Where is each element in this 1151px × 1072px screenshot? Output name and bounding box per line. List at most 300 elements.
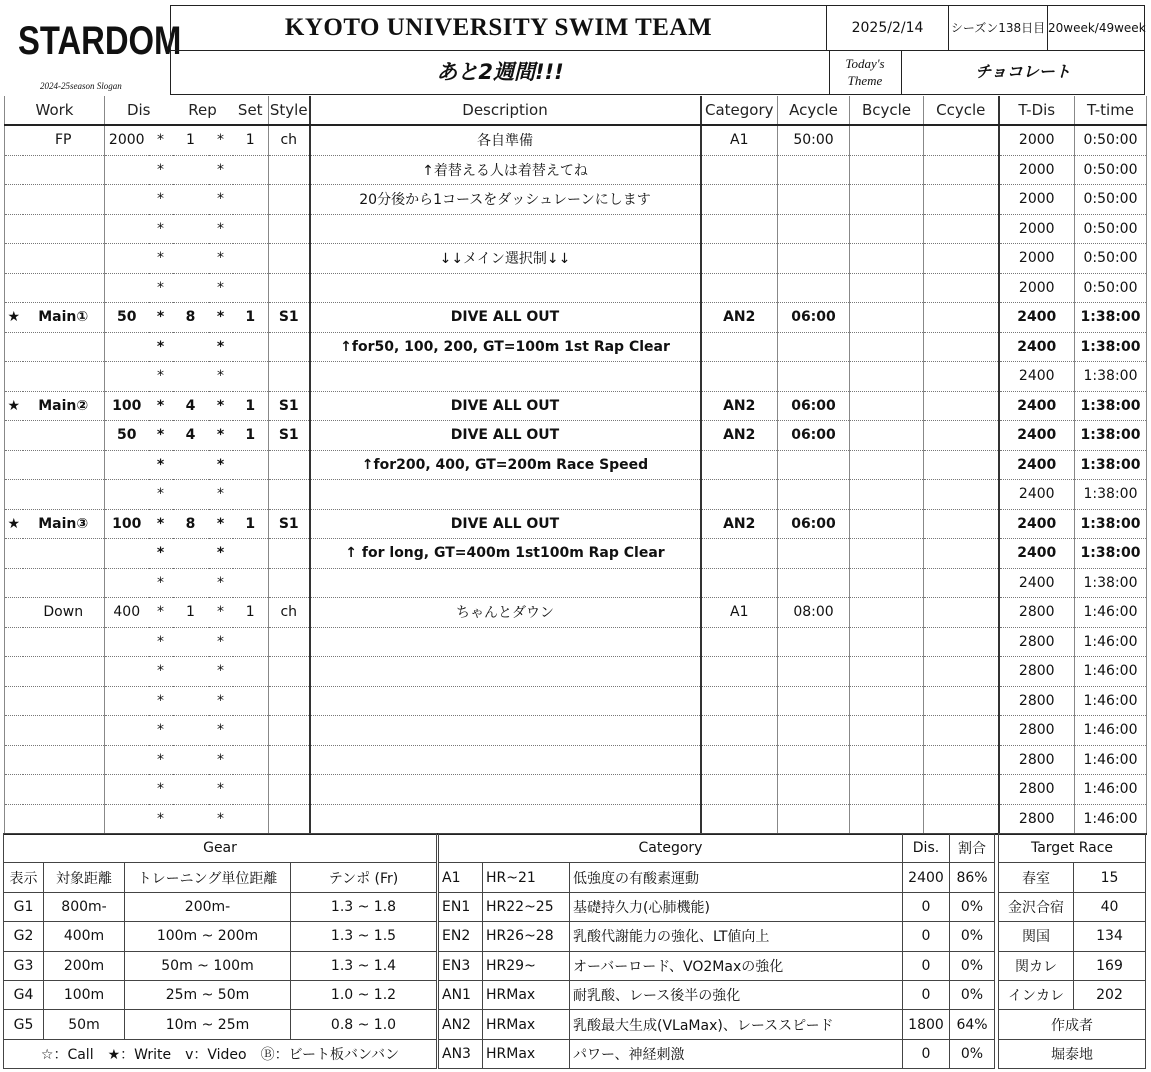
style-cell bbox=[269, 480, 310, 510]
set-cell bbox=[233, 804, 269, 834]
star-cell bbox=[5, 332, 23, 362]
work-cell bbox=[23, 539, 105, 569]
col-category: Category bbox=[701, 96, 778, 125]
star-cell: ★ bbox=[5, 303, 23, 333]
bcycle-cell bbox=[850, 539, 924, 569]
week-box bbox=[1048, 5, 1145, 51]
style-cell: S1 bbox=[269, 391, 310, 421]
tdis-cell: 2800 bbox=[999, 775, 1075, 805]
star-cell bbox=[5, 539, 23, 569]
category-description: 乳酸代謝能力の強化、LT値向上 bbox=[570, 922, 903, 951]
times-sign: * bbox=[209, 745, 233, 775]
dis-cell bbox=[105, 568, 149, 598]
dis-cell bbox=[105, 686, 149, 716]
times-sign: * bbox=[149, 480, 173, 510]
gear-unit-distance: 200m- bbox=[125, 892, 291, 921]
rep-cell bbox=[173, 332, 209, 362]
style-cell bbox=[269, 332, 310, 362]
tdis-cell: 2400 bbox=[999, 303, 1075, 333]
acycle-cell: 06:00 bbox=[778, 421, 850, 451]
description-cell: ↑for50, 100, 200, GT=100m 1st Rap Clear bbox=[310, 332, 701, 362]
tdis-cell: 2800 bbox=[999, 657, 1075, 687]
description-cell: 20分後から1コースをダッシュレーンにします bbox=[310, 185, 701, 215]
training-menu-table bbox=[4, 96, 1147, 835]
dis-cell bbox=[105, 332, 149, 362]
slogan-text: あと2週間!!! bbox=[436, 60, 564, 84]
ttime-cell: 1:38:00 bbox=[1075, 509, 1147, 539]
category-dis: 1800 bbox=[903, 1010, 950, 1039]
category-cell: A1 bbox=[701, 125, 778, 155]
col-style: Style bbox=[269, 96, 310, 125]
category-row bbox=[439, 863, 995, 892]
gear-table bbox=[3, 833, 437, 1069]
category-hr: HRMax bbox=[483, 980, 570, 1009]
tdis-cell: 2400 bbox=[999, 332, 1075, 362]
category-cell bbox=[701, 214, 778, 244]
author-label: 作成者 bbox=[999, 1010, 1146, 1039]
menu-row bbox=[5, 391, 1147, 421]
rep-cell bbox=[173, 214, 209, 244]
category-ratio: 86% bbox=[950, 863, 995, 892]
set-cell: 1 bbox=[233, 125, 269, 155]
set-cell bbox=[233, 775, 269, 805]
category-dis: 0 bbox=[903, 951, 950, 980]
times-sign: * bbox=[209, 480, 233, 510]
acycle-cell: 06:00 bbox=[778, 391, 850, 421]
times-sign: * bbox=[209, 804, 233, 834]
set-cell: 1 bbox=[233, 421, 269, 451]
col-dis: Dis bbox=[105, 96, 173, 125]
tdis-cell: 2800 bbox=[999, 686, 1075, 716]
ttime-cell: 1:38:00 bbox=[1075, 568, 1147, 598]
category-hr: HRMax bbox=[483, 1010, 570, 1039]
description-cell: ↑ for long, GT=400m 1st100m Rap Clear bbox=[310, 539, 701, 569]
times-sign: * bbox=[209, 627, 233, 657]
acycle-cell bbox=[778, 332, 850, 362]
star-cell bbox=[5, 273, 23, 303]
work-cell: FP bbox=[23, 125, 105, 155]
tdis-cell: 2000 bbox=[999, 273, 1075, 303]
description-cell bbox=[310, 775, 701, 805]
tdis-cell: 2800 bbox=[999, 627, 1075, 657]
tdis-cell: 2400 bbox=[999, 509, 1075, 539]
times-sign: * bbox=[149, 775, 173, 805]
set-cell bbox=[233, 450, 269, 480]
menu-row bbox=[5, 539, 1147, 569]
gear-target-distance: 50m bbox=[44, 1010, 125, 1039]
work-cell bbox=[23, 657, 105, 687]
col-description: Description bbox=[310, 96, 701, 125]
set-cell bbox=[233, 332, 269, 362]
times-sign: * bbox=[209, 273, 233, 303]
times-sign: * bbox=[209, 155, 233, 185]
ccycle-cell bbox=[924, 450, 999, 480]
times-sign: * bbox=[149, 627, 173, 657]
star-cell: ★ bbox=[5, 391, 23, 421]
ccycle-cell bbox=[924, 185, 999, 215]
col-ttime: T-time bbox=[1075, 96, 1147, 125]
category-code: EN2 bbox=[439, 922, 483, 951]
acycle-cell bbox=[778, 657, 850, 687]
menu-row bbox=[5, 716, 1147, 746]
ccycle-cell bbox=[924, 125, 999, 155]
category-hr: HR~21 bbox=[483, 863, 570, 892]
description-cell: DIVE ALL OUT bbox=[310, 509, 701, 539]
description-cell: DIVE ALL OUT bbox=[310, 303, 701, 333]
star-cell bbox=[5, 480, 23, 510]
date-box bbox=[826, 5, 949, 51]
race-name: 関カレ bbox=[999, 951, 1074, 980]
times-sign: * bbox=[209, 125, 233, 155]
ccycle-cell bbox=[924, 539, 999, 569]
ccycle-cell bbox=[924, 480, 999, 510]
slogan-label: 2024-25season Slogan bbox=[40, 81, 122, 91]
tdis-cell: 2400 bbox=[999, 421, 1075, 451]
category-cell: AN2 bbox=[701, 303, 778, 333]
dis-cell bbox=[105, 804, 149, 834]
style-cell: S1 bbox=[269, 509, 310, 539]
rep-cell bbox=[173, 775, 209, 805]
gear-unit-distance: 50m ~ 100m bbox=[125, 951, 291, 980]
menu-row bbox=[5, 303, 1147, 333]
star-cell bbox=[5, 244, 23, 274]
target-race-title: Target Race bbox=[999, 834, 1146, 863]
times-sign: * bbox=[209, 421, 233, 451]
category-cell bbox=[701, 539, 778, 569]
menu-row bbox=[5, 125, 1147, 155]
work-cell bbox=[23, 686, 105, 716]
acycle-cell bbox=[778, 539, 850, 569]
rep-cell bbox=[173, 657, 209, 687]
description-cell bbox=[310, 804, 701, 834]
set-cell bbox=[233, 568, 269, 598]
work-cell bbox=[23, 480, 105, 510]
ttime-cell: 0:50:00 bbox=[1075, 185, 1147, 215]
bcycle-cell bbox=[850, 775, 924, 805]
menu-row bbox=[5, 185, 1147, 215]
race-days-left: 169 bbox=[1074, 951, 1146, 980]
category-cell bbox=[701, 686, 778, 716]
target-race-table bbox=[998, 833, 1146, 1069]
category-dis: 0 bbox=[903, 1039, 950, 1068]
category-code: AN1 bbox=[439, 980, 483, 1009]
star-cell bbox=[5, 745, 23, 775]
times-sign: * bbox=[149, 362, 173, 392]
ccycle-cell bbox=[924, 686, 999, 716]
category-cell bbox=[701, 332, 778, 362]
style-cell bbox=[269, 568, 310, 598]
description-cell: ↑for200, 400, GT=200m Race Speed bbox=[310, 450, 701, 480]
work-cell bbox=[23, 745, 105, 775]
race-days-left: 15 bbox=[1074, 863, 1146, 892]
tdis-cell: 2400 bbox=[999, 362, 1075, 392]
dis-cell bbox=[105, 362, 149, 392]
dis-cell bbox=[105, 775, 149, 805]
season-day: シーズン138日目 bbox=[950, 21, 1046, 35]
tdis-cell: 2400 bbox=[999, 480, 1075, 510]
category-code: A1 bbox=[439, 863, 483, 892]
times-sign: * bbox=[209, 686, 233, 716]
acycle-cell bbox=[778, 716, 850, 746]
times-sign: * bbox=[149, 539, 173, 569]
date: 2025/2/14 bbox=[851, 20, 924, 36]
set-cell bbox=[233, 244, 269, 274]
star-cell bbox=[5, 775, 23, 805]
description-cell: ちゃんとダウン bbox=[310, 598, 701, 628]
gear-title: Gear bbox=[4, 834, 437, 863]
rep-cell bbox=[173, 568, 209, 598]
style-cell bbox=[269, 539, 310, 569]
bcycle-cell bbox=[850, 480, 924, 510]
dis-cell bbox=[105, 155, 149, 185]
category-row bbox=[439, 1039, 995, 1068]
times-sign: * bbox=[149, 421, 173, 451]
description-cell: 各自準備 bbox=[310, 125, 701, 155]
acycle-cell bbox=[778, 686, 850, 716]
race-row bbox=[999, 892, 1146, 921]
ttime-cell: 0:50:00 bbox=[1075, 214, 1147, 244]
rep-cell bbox=[173, 244, 209, 274]
set-cell bbox=[233, 627, 269, 657]
times-sign: * bbox=[209, 391, 233, 421]
set-cell: 1 bbox=[233, 391, 269, 421]
rep-cell bbox=[173, 539, 209, 569]
bcycle-cell bbox=[850, 125, 924, 155]
set-cell: 1 bbox=[233, 303, 269, 333]
menu-row bbox=[5, 244, 1147, 274]
ccycle-cell bbox=[924, 568, 999, 598]
rep-cell bbox=[173, 185, 209, 215]
tdis-cell: 2400 bbox=[999, 568, 1075, 598]
rep-cell bbox=[173, 716, 209, 746]
category-cell bbox=[701, 244, 778, 274]
ccycle-cell bbox=[924, 155, 999, 185]
star-cell bbox=[5, 627, 23, 657]
menu-row bbox=[5, 657, 1147, 687]
menu-row bbox=[5, 568, 1147, 598]
times-sign: * bbox=[209, 539, 233, 569]
menu-row bbox=[5, 332, 1147, 362]
todays-theme-label-box bbox=[829, 51, 901, 95]
tdis-cell: 2000 bbox=[999, 244, 1075, 274]
category-hr: HRMax bbox=[483, 1039, 570, 1068]
times-sign: * bbox=[149, 598, 173, 628]
rep-cell: 4 bbox=[173, 421, 209, 451]
category-cell bbox=[701, 804, 778, 834]
ccycle-cell bbox=[924, 303, 999, 333]
race-name: 関国 bbox=[999, 922, 1074, 951]
category-ratio: 64% bbox=[950, 1010, 995, 1039]
category-row bbox=[439, 1010, 995, 1039]
menu-row bbox=[5, 421, 1147, 451]
author-name: 堀泰地 bbox=[999, 1039, 1146, 1068]
ttime-cell: 1:38:00 bbox=[1075, 480, 1147, 510]
set-cell bbox=[233, 185, 269, 215]
rep-cell bbox=[173, 450, 209, 480]
tdis-cell: 2400 bbox=[999, 450, 1075, 480]
race-row bbox=[999, 863, 1146, 892]
col-rep: Rep bbox=[173, 96, 233, 125]
col-set: Set bbox=[233, 96, 269, 125]
times-sign: * bbox=[209, 244, 233, 274]
category-cell bbox=[701, 155, 778, 185]
acycle-cell bbox=[778, 155, 850, 185]
gear-target-distance: 800m- bbox=[44, 892, 125, 921]
dis-cell bbox=[105, 657, 149, 687]
acycle-cell bbox=[778, 185, 850, 215]
work-cell bbox=[23, 362, 105, 392]
gear-row bbox=[4, 922, 437, 951]
category-dis: 0 bbox=[903, 922, 950, 951]
category-ratio: 0% bbox=[950, 980, 995, 1009]
acycle-cell: 08:00 bbox=[778, 598, 850, 628]
set-cell bbox=[233, 155, 269, 185]
style-cell bbox=[269, 214, 310, 244]
gear-unit-distance: 10m ~ 25m bbox=[125, 1010, 291, 1039]
star-cell bbox=[5, 657, 23, 687]
work-cell bbox=[23, 244, 105, 274]
category-cell bbox=[701, 716, 778, 746]
category-ratio: 0% bbox=[950, 892, 995, 921]
ttime-cell: 1:46:00 bbox=[1075, 775, 1147, 805]
times-sign: * bbox=[209, 450, 233, 480]
star-cell bbox=[5, 185, 23, 215]
times-sign: * bbox=[209, 598, 233, 628]
ttime-cell: 1:46:00 bbox=[1075, 598, 1147, 628]
star-cell bbox=[5, 804, 23, 834]
work-cell: Main② bbox=[23, 391, 105, 421]
set-cell bbox=[233, 539, 269, 569]
times-sign: * bbox=[149, 745, 173, 775]
set-cell: 1 bbox=[233, 509, 269, 539]
race-name: 春室 bbox=[999, 863, 1074, 892]
ttime-cell: 0:50:00 bbox=[1075, 155, 1147, 185]
dis-cell: 50 bbox=[105, 421, 149, 451]
bcycle-cell bbox=[850, 214, 924, 244]
race-name: 金沢合宿 bbox=[999, 892, 1074, 921]
bcycle-cell bbox=[850, 804, 924, 834]
menu-header-row bbox=[5, 96, 1147, 125]
tdis-cell: 2000 bbox=[999, 185, 1075, 215]
ttime-cell: 1:46:00 bbox=[1075, 686, 1147, 716]
tdis-cell: 2000 bbox=[999, 125, 1075, 155]
ccycle-cell bbox=[924, 745, 999, 775]
dis-cell: 50 bbox=[105, 303, 149, 333]
acycle-cell bbox=[778, 568, 850, 598]
race-name: インカレ bbox=[999, 980, 1074, 1009]
times-sign: * bbox=[209, 657, 233, 687]
dis-cell bbox=[105, 716, 149, 746]
category-dis-label: Dis. bbox=[903, 834, 950, 863]
style-cell bbox=[269, 686, 310, 716]
ccycle-cell bbox=[924, 804, 999, 834]
gear-row bbox=[4, 951, 437, 980]
times-sign: * bbox=[149, 332, 173, 362]
category-description: 低強度の有酸素運動 bbox=[570, 863, 903, 892]
ccycle-cell bbox=[924, 775, 999, 805]
race-row bbox=[999, 980, 1146, 1009]
dis-cell bbox=[105, 539, 149, 569]
work-cell bbox=[23, 775, 105, 805]
times-sign: * bbox=[149, 686, 173, 716]
category-hr: HR26~28 bbox=[483, 922, 570, 951]
acycle-cell bbox=[778, 745, 850, 775]
ccycle-cell bbox=[924, 362, 999, 392]
dis-cell bbox=[105, 185, 149, 215]
star-cell bbox=[5, 362, 23, 392]
style-cell bbox=[269, 627, 310, 657]
star-cell bbox=[5, 155, 23, 185]
ccycle-cell bbox=[924, 244, 999, 274]
category-description: 基礎持久力(心肺機能) bbox=[570, 892, 903, 921]
tdis-cell: 2800 bbox=[999, 716, 1075, 746]
work-cell bbox=[23, 716, 105, 746]
style-cell: ch bbox=[269, 125, 310, 155]
gear-code: G2 bbox=[4, 922, 44, 951]
rep-cell bbox=[173, 745, 209, 775]
team-title-box bbox=[170, 5, 826, 51]
acycle-cell: 50:00 bbox=[778, 125, 850, 155]
bcycle-cell bbox=[850, 598, 924, 628]
star-cell: ★ bbox=[5, 509, 23, 539]
gear-row bbox=[4, 1010, 437, 1039]
star-cell bbox=[5, 125, 23, 155]
rep-cell: 8 bbox=[173, 303, 209, 333]
description-cell bbox=[310, 362, 701, 392]
menu-row bbox=[5, 155, 1147, 185]
bcycle-cell bbox=[850, 716, 924, 746]
acycle-cell bbox=[778, 214, 850, 244]
gear-code: G3 bbox=[4, 951, 44, 980]
rep-cell: 4 bbox=[173, 391, 209, 421]
bcycle-cell bbox=[850, 627, 924, 657]
description-cell: DIVE ALL OUT bbox=[310, 391, 701, 421]
style-cell bbox=[269, 450, 310, 480]
category-code: AN2 bbox=[439, 1010, 483, 1039]
gear-col-target-distance: 対象距離 bbox=[44, 863, 125, 892]
bcycle-cell bbox=[850, 450, 924, 480]
gear-tempo: 1.0 ~ 1.2 bbox=[291, 980, 437, 1009]
ttime-cell: 1:38:00 bbox=[1075, 303, 1147, 333]
theme-box bbox=[901, 51, 1145, 95]
work-cell bbox=[23, 185, 105, 215]
times-sign: * bbox=[209, 716, 233, 746]
menu-row bbox=[5, 686, 1147, 716]
work-cell bbox=[23, 804, 105, 834]
bcycle-cell bbox=[850, 657, 924, 687]
style-cell bbox=[269, 657, 310, 687]
menu-row bbox=[5, 745, 1147, 775]
col-acycle: Acycle bbox=[778, 96, 850, 125]
bcycle-cell bbox=[850, 273, 924, 303]
dis-cell: 100 bbox=[105, 391, 149, 421]
rep-cell bbox=[173, 804, 209, 834]
rep-cell bbox=[173, 273, 209, 303]
times-sign: * bbox=[149, 214, 173, 244]
ttime-cell: 1:46:00 bbox=[1075, 657, 1147, 687]
legend: ☆：Call ★：Write v：Video Ⓑ：ビート板バンバン bbox=[4, 1039, 437, 1068]
category-description: 乳酸最大生成(VLaMax)、レーススピード bbox=[570, 1010, 903, 1039]
dis-cell: 100 bbox=[105, 509, 149, 539]
description-cell bbox=[310, 568, 701, 598]
category-row bbox=[439, 951, 995, 980]
star-cell bbox=[5, 568, 23, 598]
star-cell bbox=[5, 450, 23, 480]
gear-row bbox=[4, 980, 437, 1009]
team-title: KYOTO UNIVERSITY SWIM TEAM bbox=[284, 14, 713, 41]
gear-code: G4 bbox=[4, 980, 44, 1009]
category-cell: AN2 bbox=[701, 509, 778, 539]
